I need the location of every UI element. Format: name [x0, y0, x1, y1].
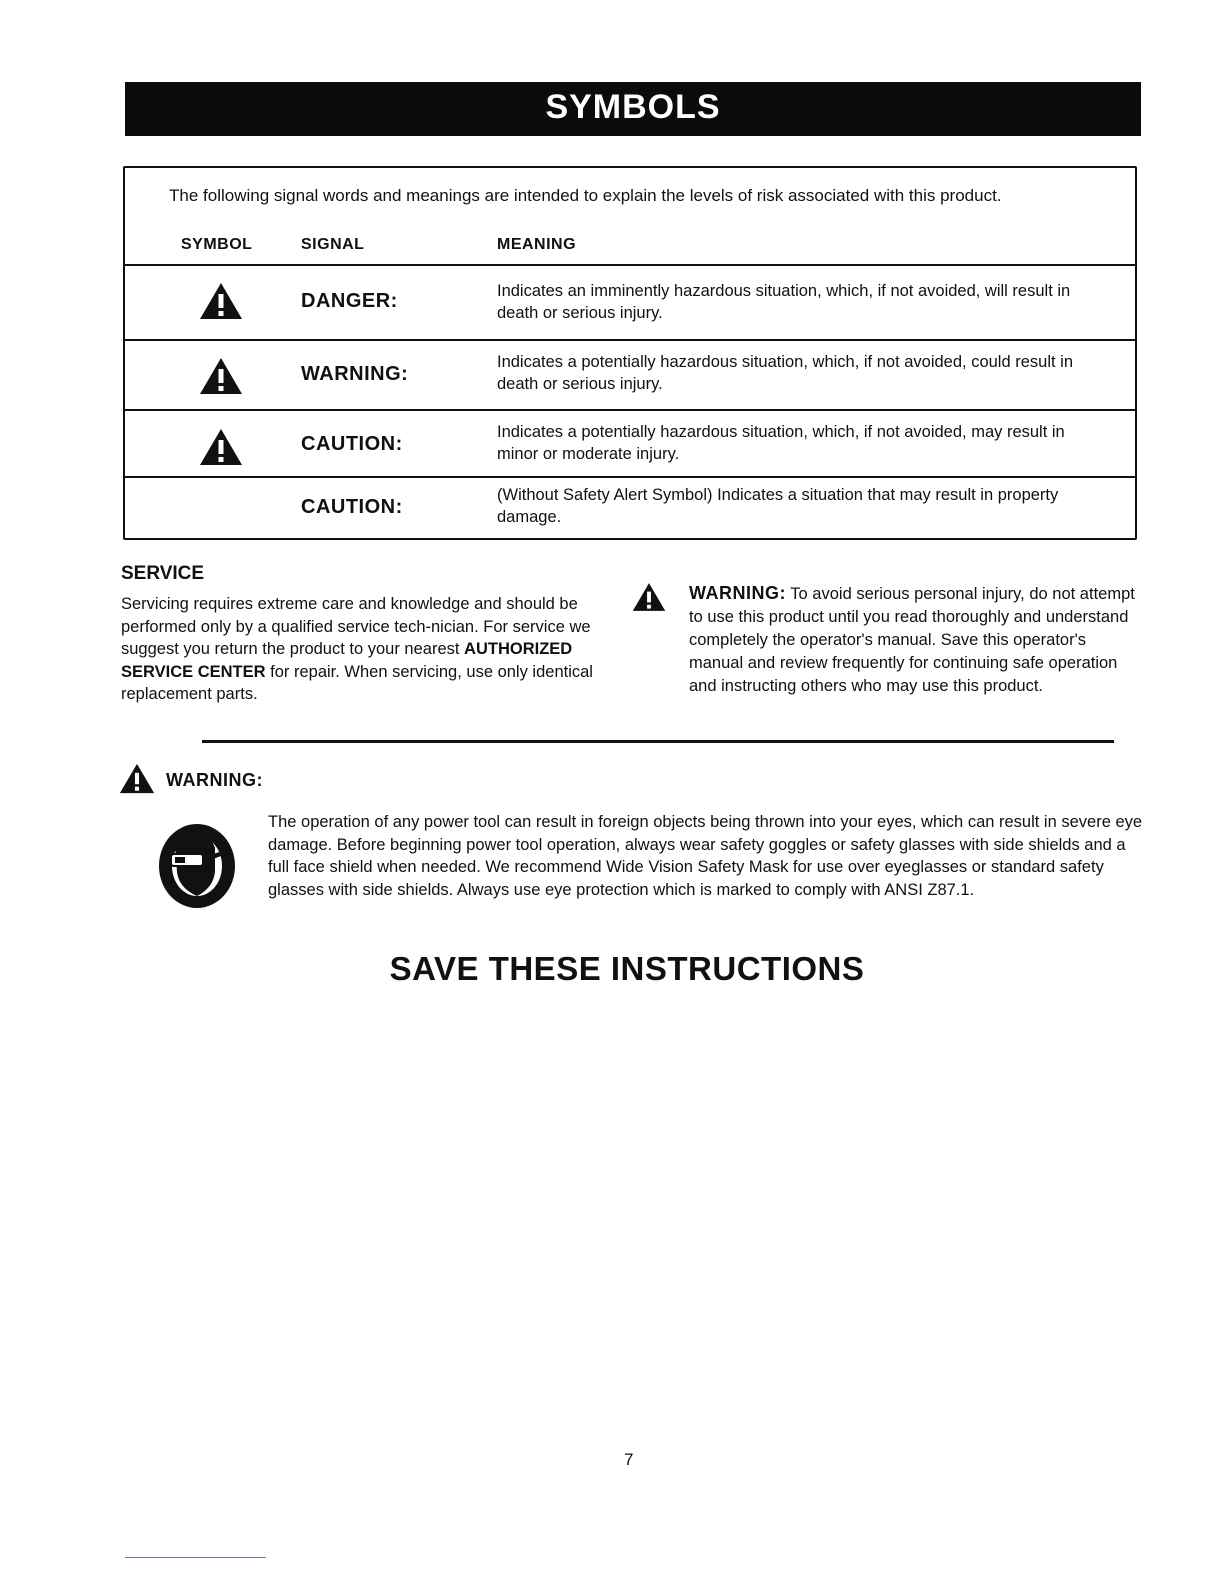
- warning-body: To avoid serious personal injury, do not attempt to use this product until you read thoroughly and understand completely the operator's manual. Save this operator's manual and review frequently for continuing safe operation and instructing others who may use this product.: [689, 585, 1135, 695]
- symbols-table: [123, 166, 1137, 540]
- column-header-meaning: MEANING: [497, 236, 577, 253]
- signal-meaning: (Without Safety Alert Symbol) Indicates a situation that may result in property damage.: [497, 486, 1059, 526]
- table-row: [125, 409, 1137, 477]
- column-header-signal: SIGNAL: [301, 236, 365, 253]
- warning-label: WARNING:: [689, 583, 786, 603]
- safety-alert-icon: [199, 428, 243, 466]
- signal-meaning: Indicates a potentially hazardous situation, which, if not avoided, may result in minor or moderate injury.: [497, 423, 1065, 463]
- table-row: [125, 339, 1137, 411]
- safety-alert-icon: [632, 582, 666, 612]
- authorized-service-center: AUTHORIZED SERVICE CENTER: [121, 640, 573, 681]
- eye-warning-label: WARNING:: [166, 770, 263, 790]
- service-text: Servicing requires extreme care and knowledge and should be performed only by a qualified service tech-nician. For service we suggest you return the product to your nearest: [121, 595, 591, 658]
- signal-word: CAUTION:: [301, 496, 403, 518]
- safety-alert-icon: [119, 763, 155, 794]
- service-heading: SERVICE: [121, 563, 205, 584]
- footer-line: [125, 1557, 266, 1558]
- manual-warning-text: [689, 582, 1144, 698]
- eye-protection-icon: [157, 822, 237, 910]
- page-title: SYMBOLS: [125, 82, 1141, 136]
- signal-word: DANGER:: [301, 290, 398, 312]
- table-row: [125, 264, 1137, 339]
- signal-meaning: Indicates an imminently hazardous situation, which, if not avoided, will result in death or serious injury.: [497, 282, 1071, 322]
- column-header-symbol: SYMBOL: [181, 236, 253, 253]
- page-number: 7: [624, 1450, 634, 1469]
- signal-word: WARNING:: [301, 363, 409, 385]
- divider: [202, 740, 1114, 743]
- eye-warning-text: The operation of any power tool can result in foreign objects being thrown into your eyes, which can result in severe eye damage. Before beginning power tool operation, always wear safety goggles or safety glasses with side shields and a full face shield when needed. We recommend Wide Vision Safety Mask for use over eyeglasses or standard safety glasses with side shields. Always use eye protection which is marked to comply with ANSI Z87.1.: [268, 813, 1143, 899]
- safety-alert-icon: [199, 357, 243, 395]
- signal-word: CAUTION:: [301, 433, 403, 455]
- table-row: [125, 476, 1137, 538]
- service-text-end: for repair. When servicing, use only identical replacement parts.: [121, 662, 593, 703]
- save-instructions-heading: SAVE THESE INSTRUCTIONS: [389, 950, 865, 987]
- safety-alert-icon: [199, 282, 243, 320]
- table-intro: The following signal words and meanings are intended to explain the levels of risk associated with this product.: [169, 186, 1002, 205]
- signal-meaning: Indicates a potentially hazardous situation, which, if not avoided, could result in death or serious injury.: [497, 353, 1074, 393]
- service-paragraph: [121, 593, 621, 706]
